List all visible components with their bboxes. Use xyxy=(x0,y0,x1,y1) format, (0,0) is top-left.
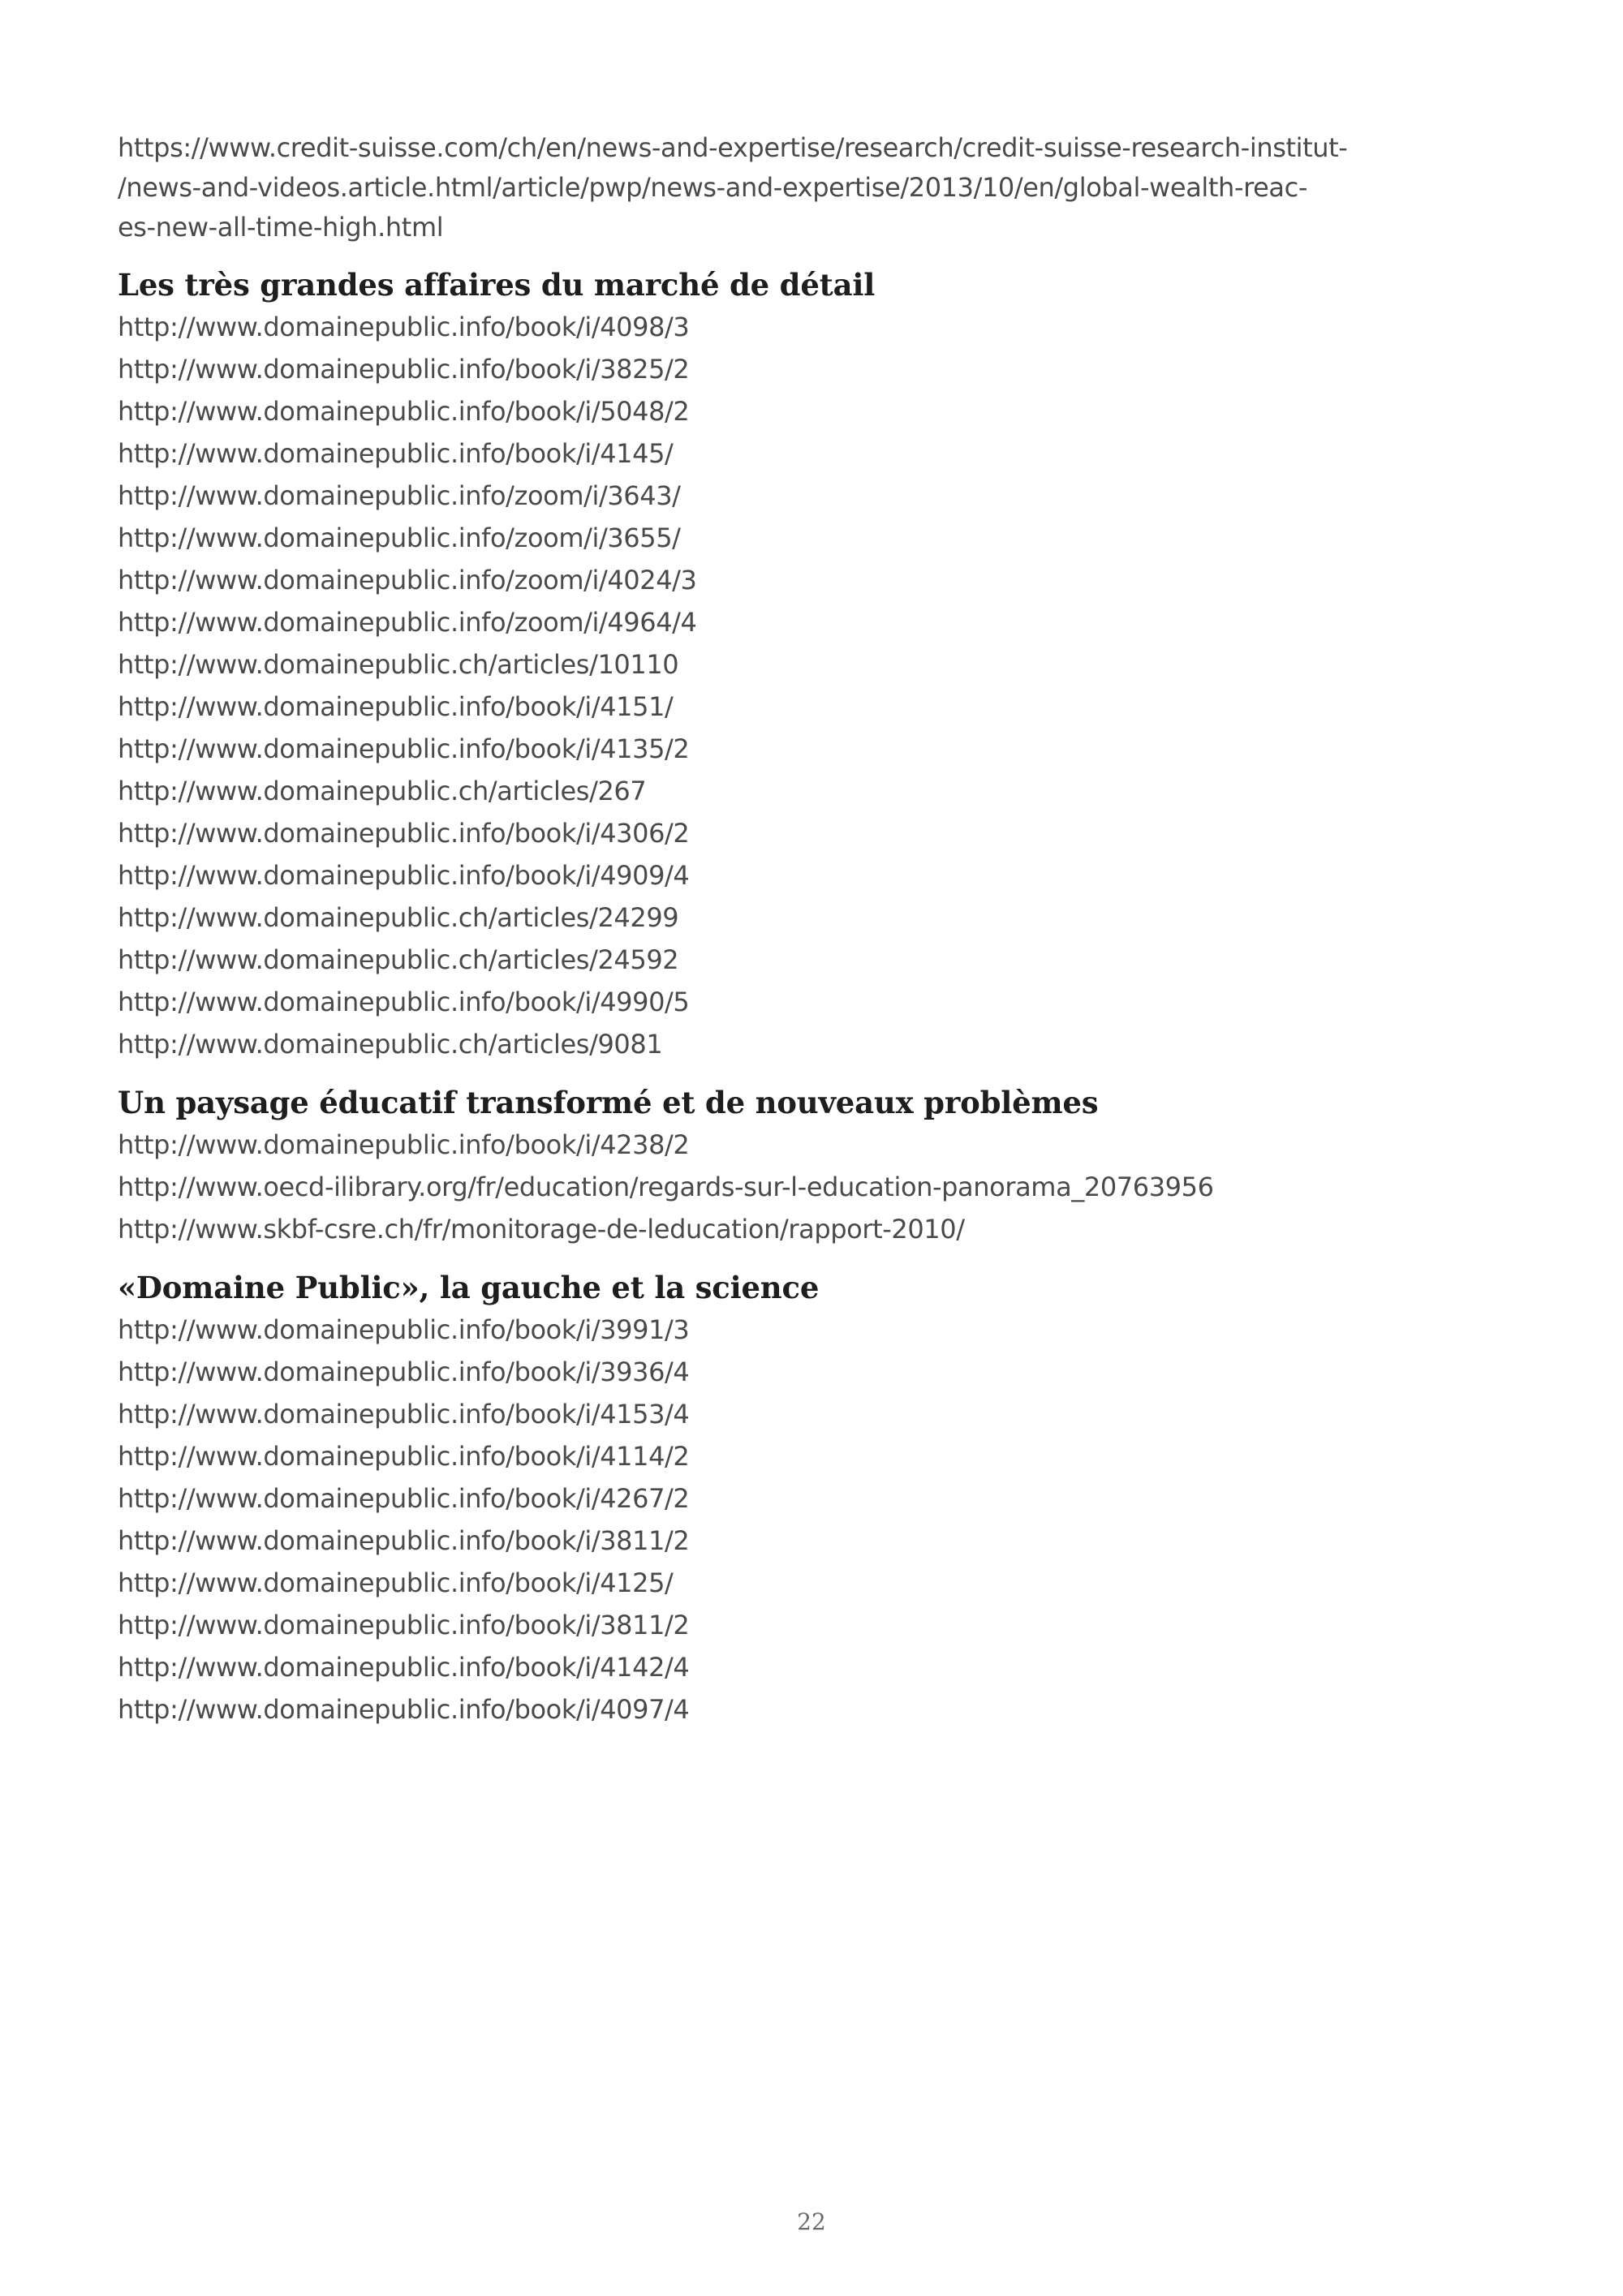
reference-link[interactable]: http://www.domainepublic.info/book/i/4135/2 xyxy=(118,733,690,764)
reference-link[interactable]: http://www.skbf-csre.ch/fr/monitorage-de-leducation/rapport-2010/ xyxy=(118,1214,965,1245)
reference-link[interactable]: http://www.domainepublic.info/book/i/3811/2 xyxy=(118,1525,690,1556)
reference-link[interactable]: http://www.domainepublic.info/book/i/4151/ xyxy=(118,691,674,722)
intro-link-line: /news-and-videos.article.html/article/pwp/news-and-expertise/2013/10/en/global-wealth-reac- xyxy=(118,172,1307,203)
page-number: 22 xyxy=(797,2208,826,2235)
reference-link[interactable]: http://www.domainepublic.info/book/i/3936/4 xyxy=(118,1357,690,1387)
reference-link[interactable]: http://www.domainepublic.info/book/i/5048/2 xyxy=(118,396,690,427)
section-title: Un paysage éducatif transformé et de nouveaux problèmes xyxy=(118,1085,1099,1120)
link-list xyxy=(118,1309,1513,1731)
reference-link[interactable]: http://www.domainepublic.info/book/i/4909/4 xyxy=(118,860,690,891)
reference-link[interactable]: http://www.domainepublic.info/zoom/i/4024/3 xyxy=(118,565,697,595)
reference-link[interactable]: http://www.domainepublic.info/zoom/i/3655/ xyxy=(118,522,681,553)
reference-section xyxy=(118,1081,1513,1250)
section-title: «Domaine Public», la gauche et la science xyxy=(118,1270,820,1305)
reference-link[interactable]: http://www.domainepublic.info/book/i/4098/3 xyxy=(118,312,690,342)
reference-section xyxy=(118,264,1513,1065)
reference-section xyxy=(118,1266,1513,1731)
intro-link-line: es-new-all-time-high.html xyxy=(118,212,444,243)
reference-link[interactable]: http://www.domainepublic.info/book/i/4114/2 xyxy=(118,1441,690,1472)
reference-link[interactable]: http://www.oecd-ilibrary.org/fr/education/regards-sur-l-education-panorama_20763956 xyxy=(118,1172,1214,1202)
reference-link[interactable]: http://www.domainepublic.info/book/i/4142/4 xyxy=(118,1652,690,1683)
section-title: Les très grandes affaires du marché de détail xyxy=(118,267,876,303)
reference-link[interactable]: http://www.domainepublic.info/book/i/4306/2 xyxy=(118,818,690,849)
reference-link[interactable]: http://www.domainepublic.info/book/i/4145/ xyxy=(118,438,674,469)
link-list xyxy=(118,1124,1513,1250)
reference-link[interactable]: http://www.domainepublic.info/book/i/3991/3 xyxy=(118,1314,690,1345)
reference-link[interactable]: http://www.domainepublic.info/book/i/3811/2 xyxy=(118,1610,690,1640)
reference-link[interactable]: http://www.domainepublic.info/book/i/4125/ xyxy=(118,1567,674,1598)
intro-link-line: https://www.credit-suisse.com/ch/en/news-and-expertise/research/credit-suisse-research-institut- xyxy=(118,132,1348,163)
reference-link[interactable]: http://www.domainepublic.info/book/i/3825/2 xyxy=(118,354,690,385)
reference-link[interactable]: http://www.domainepublic.ch/articles/24592 xyxy=(118,944,679,975)
reference-link[interactable]: http://www.domainepublic.ch/articles/267 xyxy=(118,776,647,806)
reference-link[interactable]: http://www.domainepublic.ch/articles/9081 xyxy=(118,1029,663,1060)
reference-link[interactable]: http://www.domainepublic.info/book/i/4267/2 xyxy=(118,1483,690,1514)
reference-link[interactable]: http://www.domainepublic.ch/articles/24299 xyxy=(118,902,679,933)
link-list xyxy=(118,306,1513,1065)
reference-link[interactable]: http://www.domainepublic.info/zoom/i/4964/4 xyxy=(118,607,697,638)
intro-reference-link[interactable] xyxy=(118,128,1513,247)
reference-link[interactable]: http://www.domainepublic.ch/articles/10110 xyxy=(118,649,679,680)
reference-link[interactable]: http://www.domainepublic.info/book/i/4990/5 xyxy=(118,987,690,1017)
reference-link[interactable]: http://www.domainepublic.info/zoom/i/3643/ xyxy=(118,480,681,511)
reference-link[interactable]: http://www.domainepublic.info/book/i/4153/4 xyxy=(118,1399,690,1430)
reference-link[interactable]: http://www.domainepublic.info/book/i/4238/2 xyxy=(118,1129,690,1160)
reference-link[interactable]: http://www.domainepublic.info/book/i/4097/4 xyxy=(118,1694,690,1725)
reference-sections xyxy=(118,264,1513,1731)
document-page xyxy=(118,128,1513,1731)
